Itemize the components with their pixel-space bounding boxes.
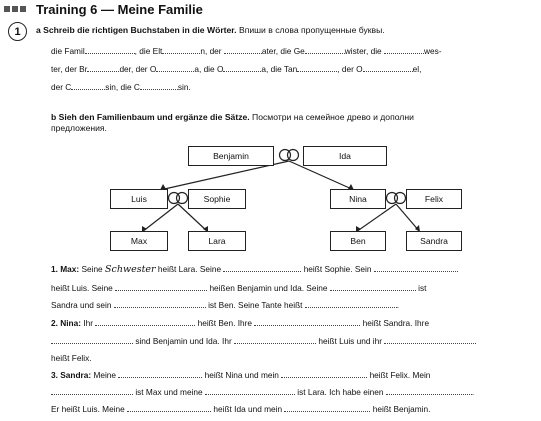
- blank-field[interactable]: [127, 404, 211, 412]
- exercise-b-instruction-ru-2: предложения.: [51, 123, 107, 133]
- tree-box-felix: Felix: [406, 189, 462, 209]
- blank-field[interactable]: [330, 283, 416, 291]
- sentence-2-line-2: sind Benjamin und Ida. Ihr heißt Luis und ihr: [51, 336, 476, 346]
- exercise-a-line-2: ter, der Br der, der O a, die O a, die Tan , der O el,: [51, 64, 422, 74]
- sentence-3-line-2: ist Max und meine ist Lara. Ich habe einen .: [51, 387, 474, 397]
- sentence-2-line-1: 2. Nina: Ihr heißt Ben. Ihre heißt Sandra. Ihre: [51, 318, 430, 328]
- sentence-2-line-3: heißt Felix.: [51, 353, 92, 363]
- tree-box-nina: Nina: [330, 189, 386, 209]
- blank-field[interactable]: [51, 336, 133, 344]
- blank-field[interactable]: [234, 336, 316, 344]
- blank-field[interactable]: [51, 387, 133, 395]
- tree-box-ida: Ida: [303, 146, 387, 166]
- handwritten-answer: Schwester: [105, 264, 156, 275]
- blank-field[interactable]: [114, 300, 206, 308]
- marriage-ring-right: [288, 150, 299, 161]
- tree-box-sandra: Sandra: [406, 231, 462, 251]
- blank-field[interactable]: [386, 387, 472, 395]
- blank-field[interactable]: [118, 370, 202, 378]
- sentence-1-line-3: Sandra und sein ist Ben. Seine Tante heißt .: [51, 300, 400, 310]
- exercise-a-instruction-de: Schreib die richtigen Buchstaben in die Wörter.: [43, 25, 237, 35]
- exercise-b-instruction-ru: Посмотри на семейное древо и дополни: [252, 112, 414, 122]
- blank-field[interactable]: [374, 264, 458, 272]
- blank-field[interactable]: [254, 318, 360, 326]
- page-title: Training 6 — Meine Familie: [36, 2, 203, 17]
- blank-field[interactable]: [115, 283, 207, 291]
- blank-field[interactable]: [205, 387, 295, 395]
- blank-field[interactable]: [305, 300, 397, 308]
- blank-field[interactable]: [95, 318, 195, 326]
- blank-field[interactable]: [384, 336, 476, 344]
- tree-box-luis: Luis: [110, 189, 168, 209]
- blank-field[interactable]: [284, 404, 370, 412]
- exercise-b-label: b: [51, 112, 57, 122]
- sentence-3-line-3: Er heißt Luis. Meine heißt Ida und mein heißt Benjamin.: [51, 404, 431, 414]
- blank-field[interactable]: [281, 370, 367, 378]
- exercise-b-instruction-de: Sieh den Familienbaum und ergänze die Sätze.: [58, 112, 250, 122]
- exercise-a-line-1: die Famil , die Elt n, der ater, die Ge wister, die wes-: [51, 46, 442, 56]
- exercise-number-badge: 1: [8, 22, 27, 41]
- sentence-1-line-1: 1. Max: Seine Schwester heißt Lara. Seine heißt Sophie. Sein: [51, 264, 458, 275]
- tree-box-max: Max: [110, 231, 168, 251]
- blank-field[interactable]: [223, 264, 301, 272]
- sentence-1-line-2: heißt Luis. Seine heißen Benjamin und Ida. Seine ist: [51, 283, 427, 293]
- marriage-ring-right: [177, 193, 188, 204]
- tree-box-benjamin: Benjamin: [188, 146, 274, 166]
- exercise-a-label: a: [36, 25, 41, 35]
- sentence-3-line-1: 3. Sandra: Meine heißt Nina und mein heißt Felix. Mein: [51, 370, 431, 380]
- tree-box-sophie: Sophie: [188, 189, 246, 209]
- tree-box-lara: Lara: [188, 231, 246, 251]
- marriage-ring-right: [395, 193, 406, 204]
- tree-box-ben: Ben: [330, 231, 386, 251]
- exercise-a-instruction-ru: Впиши в слова пропущенные буквы.: [238, 25, 385, 35]
- exercise-a-line-3: der C sin, die C sin.: [51, 82, 191, 92]
